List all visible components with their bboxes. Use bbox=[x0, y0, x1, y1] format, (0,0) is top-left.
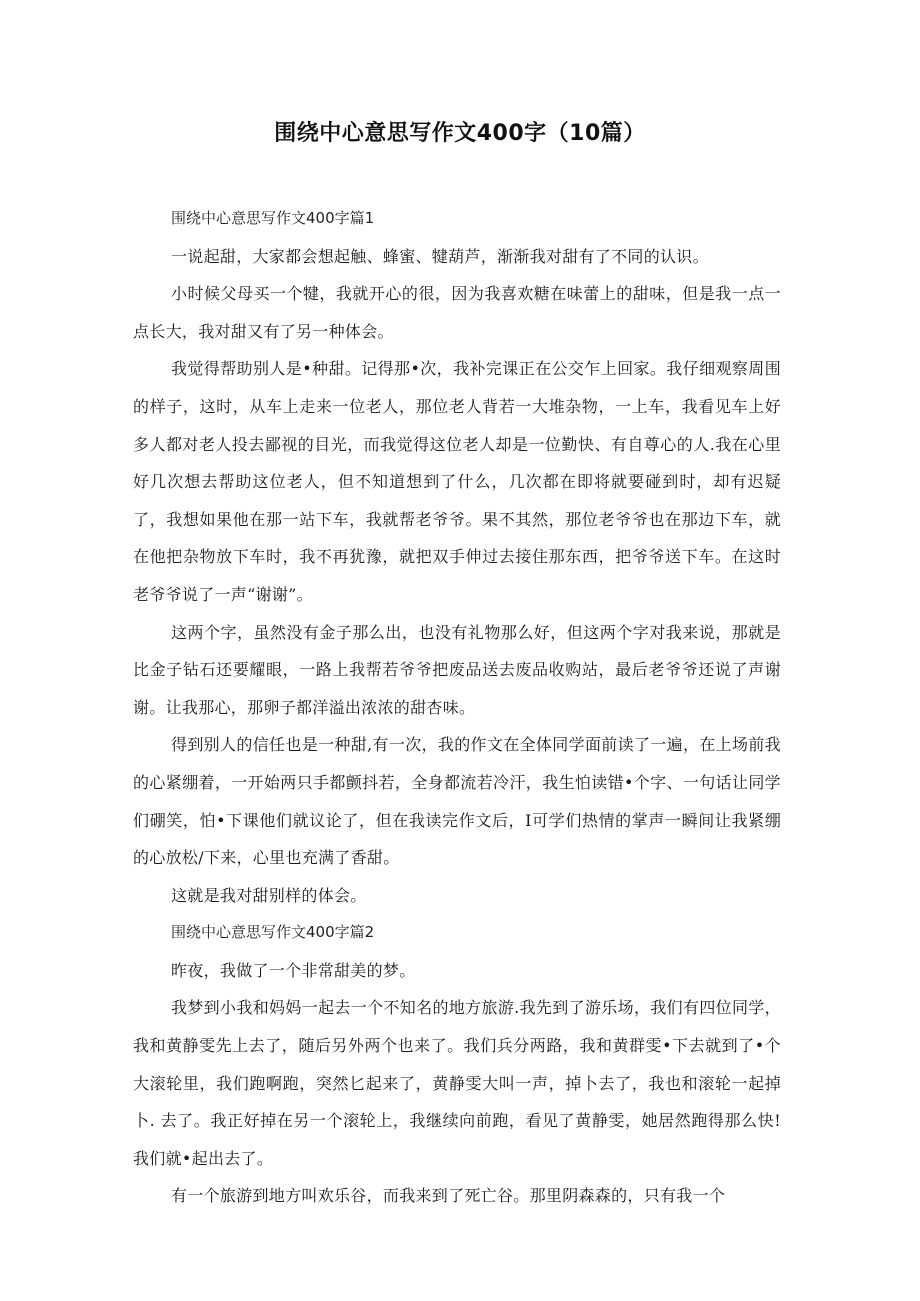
paragraph: 得到别人的信任也是一种甜,有一次，我的作文在全体同学面前读了一遍，在上场前我的心紧绷着，一开始两只手都颤抖若，全身都流若冷汗，我生怕读错•个字、一句话让同学们硼笑，怕•下课他们就议论了，但在我读完作文后，I可学们热情的掌声一瞬间让我紧绷的心放松/下来，心里也充满了香甜。 bbox=[133, 735, 781, 868]
section-heading: 围绕中心意思写作文400字篇2 bbox=[171, 923, 375, 942]
paragraph: 我梦到小我和妈妈一起去一个不知名的地方旅游.我先到了游乐场，我们有四位同学，我和黄静雯先上去了，随后另外两个也来了。我们兵分两路，我和黄群雯•下去就到了•个大滚轮里，我们跑啊跑，突然匕起来了，黄静雯大叫一声，掉卜去了，我也和滚轮一起掉卜. 去了。我正好掉在另一个滚轮上，我继续向前跑，看见了黄静雯，她居然跑得那么快!我们就•起出去了。 bbox=[133, 998, 781, 1168]
paragraph: 小时候父母买一个犍，我就开心的很，因为我喜欢糖在味蕾上的甜味，但是我一点一点长大，我对甜又有了另一种体会。 bbox=[133, 284, 781, 341]
paragraph: 我觉得帮助别人是•种甜。记得那•次，我补完课正在公交乍上回家。我仔细观察周围的样子，这时，从车上走来一位老人，那位老人背若一大堆杂物，一上车，我看见车上好多人都对老人投去鄙视的目光，而我觉得这位老人却是一位勤快、有自尊心的人.我在心里好几次想去帮助这位老人，但不知道想到了什么，几次都在即将就要碰到时，却有迟疑了，我想如果他在那一站下车，我就帮老爷爷。果不其然，那位老爷爷也在那边下车，就在他把杂物放下车时，我不再犹豫，就把双手伸过去接住那东西，把爷爷送下车。在这时老爷爷说了一声“谢谢”。 bbox=[133, 359, 781, 604]
paragraph: 这两个字，虽然没有金子那么出，也没有礼物那么好，但这两个字对我来说，那就是比金子钻石还要耀眼，一路上我帮若爷爷把废品送去废品收购站，最后老爷爷还说了声谢谢。让我那心，那卵子都洋溢出浓浓的甜杏味。 bbox=[133, 622, 781, 717]
section-heading: 围绕中心意思写作文400字篇1 bbox=[171, 209, 375, 227]
paragraph: 有一个旅游到地方叫欢乐谷，而我来到了死亡谷。那里阴森森的，只有我一个 bbox=[171, 1186, 726, 1206]
paragraph: 一说起甜，大家都会想起触、蜂蜜、犍葫芦，渐渐我对甜有了不同的认识。 bbox=[171, 246, 709, 266]
paragraph: 昨夜，我做了一个非常甜美的梦。 bbox=[171, 960, 416, 980]
paragraph: 这就是我对甜别样的体会。 bbox=[171, 885, 367, 905]
document-title: 围绕中心意思写作文400字（10篇） bbox=[274, 121, 646, 146]
document-body bbox=[133, 200, 781, 1215]
